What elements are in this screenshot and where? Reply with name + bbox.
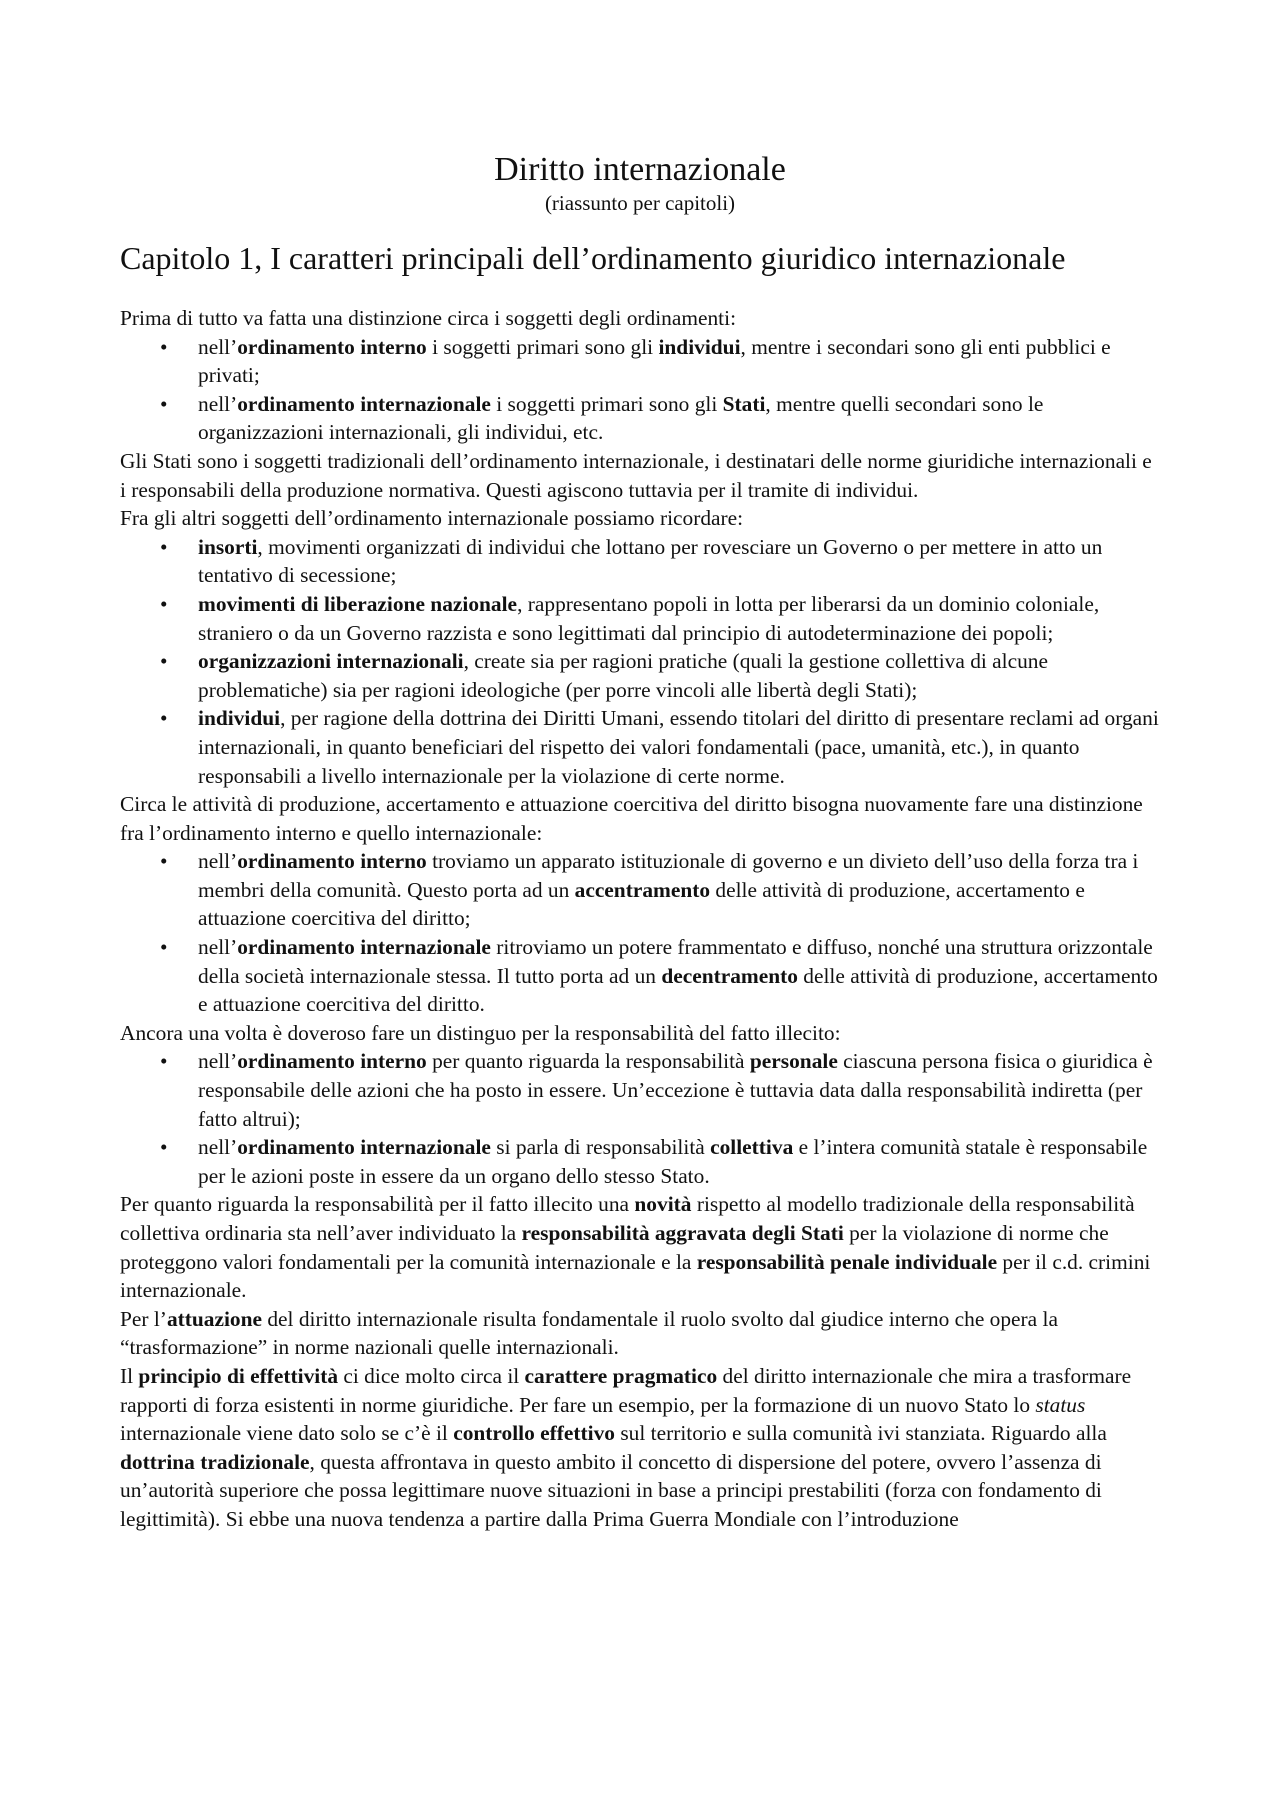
paragraph: Per quanto riguarda la responsabilità per il fatto illecito una novità rispetto al modello tradizionale della responsabilità collettiva ordinaria sta nell’aver individuato la responsabilità aggravata degli Stati per la violazione di norme che proteggono valori fondamentali per la comunità internazionale e la responsabilità penale individuale per il c.d. crimini internazionale. [120, 1192, 1151, 1303]
bullet-icon: • [160, 534, 168, 559]
list-item: • individui, per ragione della dottrina dei Diritti Umani, essendo titolari del diritto di presentare reclami ad organi internazionali, in quanto beneficiari del rispetto dei valori fondamentali (pace, umanità, etc.), in quanto responsabili a livello internazionale per la violazione di certe norme. [160, 706, 1159, 788]
document-title: Diritto internazionale [494, 151, 786, 188]
bullet-icon: • [160, 649, 168, 674]
list-item: • nell’ordinamento interno troviamo un apparato istituzionale di governo e un divieto dell’uso della forza tra i membri della comunità. Questo porta ad un accentramento delle attività di produzione, accertamento e attuazione coercitiva del diritto; [160, 849, 1139, 931]
bullet-icon: • [160, 849, 168, 874]
list-item: • nell’ordinamento interno i soggetti primari sono gli individui, mentre i secondari sono gli enti pubblici e privati; [160, 334, 1111, 388]
bullet-list [120, 847, 1160, 1019]
chapter-heading: Capitolo 1, I caratteri principali dell’ordinamento giuridico internazionale [120, 240, 1066, 276]
bullet-icon: • [160, 391, 168, 416]
list-item: • insorti, movimenti organizzati di individui che lottano per rovesciare un Governo o per mettere in atto un tentativo di secessione; [160, 534, 1103, 588]
list-item: • nell’ordinamento internazionale i soggetti primari sono gli Stati, mentre quelli secondari sono le organizzazioni internazionali, gli individui, etc. [160, 391, 1044, 445]
paragraph: Per l’attuazione del diritto internazionale risulta fondamentale il ruolo svolto dal giudice interno che opera la “trasformazione” in norme nazionali quelle internazionali. [120, 1306, 1058, 1360]
bullet-icon: • [160, 1049, 168, 1074]
paragraph: Il principio di effettività ci dice molto circa il carattere pragmatico del diritto internazionale che mira a trasformare rapporti di forza esistenti in norme giuridiche. Per fare un esempio, per la formazione di un nuovo Stato lo status internazionale viene dato solo se c’è il controllo effettivo sul territorio e sulla comunità ivi stanziata. Riguardo alla dottrina tradizionale, questa affrontava in questo ambito il concetto di dispersione del potere, ovvero l’assenza di un’autorità superiore che possa legittimare nuove situazioni in base a principi prestabiliti (forza con fondamento di legittimità). Si ebbe una nuova tendenza a partire dalla Prima Guerra Mondiale con l’introduzione [120, 1363, 1132, 1531]
bullet-list [120, 533, 1160, 790]
list-item: • organizzazioni internazionali, create sia per ragioni pratiche (quali la gestione collettiva di alcune problematiche) sia per ragioni ideologiche (per porre vincoli alle libertà degli Stati); [160, 649, 1048, 702]
paragraph: Circa le attività di produzione, accertamento e attuazione coercitiva del diritto bisogna nuovamente fare una distinzione fra l’ordinamento interno e quello internazionale: [120, 792, 1143, 845]
bullet-icon: • [160, 591, 168, 616]
document-subtitle: (riassunto per capitoli) [544, 191, 736, 215]
list-item: • nell’ordinamento interno per quanto riguarda la responsabilità personale ciascuna persona fisica o giuridica è responsabile delle azioni che ha posto in essere. Un’eccezione è tuttavia data dalla responsabilità indiretta (per fatto altrui); [160, 1049, 1153, 1131]
bullet-list [120, 333, 1160, 447]
list-item: • movimenti di liberazione nazionale, rappresentano popoli in lotta per liberarsi da un dominio coloniale, straniero o da un Governo razzista e sono legittimati dal principio di autodeterminazione dei popoli; [160, 591, 1100, 645]
paragraph: Gli Stati sono i soggetti tradizionali dell’ordinamento internazionale, i destinatari delle norme giuridiche internazionali e i responsabili della produzione normativa. Questi agiscono tuttavia per il tramite di individui. [120, 448, 1152, 502]
bullet-icon: • [160, 935, 168, 960]
paragraph: Fra gli altri soggetti dell’ordinamento internazionale possiamo ricordare: [120, 506, 744, 531]
bullet-icon: • [160, 706, 168, 731]
document-page [120, 150, 1160, 1534]
list-item: • nell’ordinamento internazionale si parla di responsabilità collettiva e l’intera comunità statale è responsabile per le azioni poste in essere da un organo dello stesso Stato. [160, 1135, 1148, 1188]
bullet-list [120, 1047, 1160, 1190]
bullet-icon: • [160, 334, 168, 359]
list-item: • nell’ordinamento internazionale ritroviamo un potere frammentato e diffuso, nonché una struttura orizzontale della società internazionale stessa. Il tutto porta ad un decentramento delle attività di produzione, accertamento e attuazione coercitiva del diritto. [160, 935, 1158, 1017]
paragraph: Ancora una volta è doveroso fare un distinguo per la responsabilità del fatto illecito: [120, 1020, 841, 1045]
bullet-icon: • [160, 1135, 168, 1160]
paragraph: Prima di tutto va fatta una distinzione circa i soggetti degli ordinamenti: [120, 306, 737, 330]
